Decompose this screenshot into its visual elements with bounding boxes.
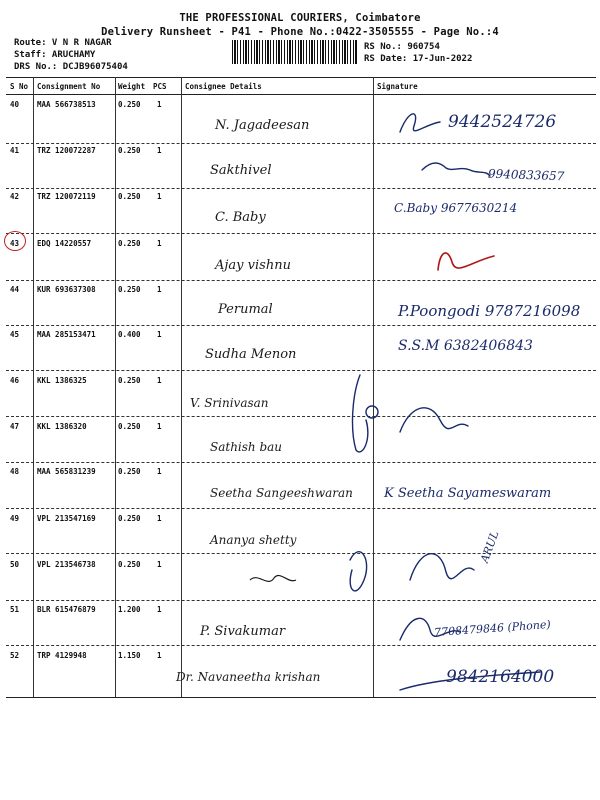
signature-scribble	[400, 408, 468, 432]
row-pcs: 1	[157, 605, 162, 614]
runsheet-title: Delivery Runsheet - P41 - Phone No.:0422-3505555 - Page No.:4	[101, 26, 499, 38]
row-consignee: Dr. Navaneetha krishan	[176, 670, 321, 684]
red-ink-mark	[438, 253, 494, 270]
row-signature: 9940833657	[487, 166, 565, 184]
row-sno: 42	[10, 192, 20, 201]
row-pcs: 1	[157, 330, 162, 339]
row-consignment: KUR 693637308	[37, 285, 96, 294]
row-consignment: KKL 1386320	[37, 422, 87, 431]
row-weight: 1.200	[118, 605, 141, 614]
staff-label: Staff: ARUCHAMY	[14, 50, 96, 60]
row-consignment: MAA 565831239	[37, 467, 96, 476]
row-signature: P.Poongodi 9787216098	[398, 302, 581, 320]
row-sno: 52	[10, 651, 20, 660]
row-signature: C.Baby 9677630214	[394, 201, 518, 215]
signature-scribble	[422, 163, 490, 176]
rs-date: RS Date: 17-Jun-2022	[364, 54, 473, 64]
row-consignment: MAA 566738513	[37, 100, 96, 109]
row-pcs: 1	[157, 467, 162, 476]
col-header-sno: S No	[10, 82, 29, 91]
row-pcs: 1	[157, 285, 162, 294]
row-consignee: V. Srinivasan	[190, 396, 269, 410]
signature-scribble	[400, 114, 440, 132]
company-title: THE PROFESSIONAL COURIERS, Coimbatore	[179, 12, 421, 24]
row-consignment: VPL 213547169	[37, 514, 96, 523]
row-pcs: 1	[157, 514, 162, 523]
row-consignment: VPL 213546738	[37, 560, 96, 569]
row-weight: 0.250	[118, 560, 141, 569]
drs-label: DRS No.: DCJB96075404	[14, 62, 128, 72]
row-pcs: 1	[157, 560, 162, 569]
row-pcs: 1	[157, 422, 162, 431]
row-sno: 48	[10, 467, 20, 476]
row-consignee: Sathish bau	[210, 440, 283, 454]
row-consignment: EDQ 14220557	[37, 239, 92, 248]
row-consignee: Sakthivel	[210, 163, 272, 178]
row-weight: 0.250	[118, 192, 141, 201]
row-consignment: MAA 285153471	[37, 330, 96, 339]
row-weight: 1.150	[118, 651, 141, 660]
col-header-consignee: Consignee Details	[185, 82, 262, 91]
row-consignment: TRZ 120072287	[37, 146, 96, 155]
row-consignee: Perumal	[218, 302, 273, 317]
row-consignee: Sudha Menon	[205, 347, 297, 362]
row-consignee: N. Jagadeesan	[215, 118, 310, 133]
row-weight: 0.250	[118, 514, 141, 523]
consignee-scribble	[250, 575, 296, 581]
signature-scribble	[350, 552, 367, 591]
row-signature: S.S.M 6382406843	[398, 338, 533, 354]
col-header-signature: Signature	[377, 82, 418, 91]
row-consignment: BLR 615476879	[37, 605, 96, 614]
row-weight: 0.400	[118, 330, 141, 339]
row-consignee: Ananya shetty	[210, 533, 297, 547]
row-weight: 0.250	[118, 422, 141, 431]
row-pcs: 1	[157, 651, 162, 660]
row-pcs: 1	[157, 376, 162, 385]
row-sno: 45	[10, 330, 20, 339]
row-signature: 9442524726	[448, 112, 557, 132]
row-consignee: Ajay vishnu	[215, 258, 291, 273]
row-signature: K Seetha Sayameswaram	[384, 486, 552, 501]
signature-scribble	[400, 672, 540, 690]
signature-scribble	[366, 406, 378, 418]
row-weight: 0.250	[118, 467, 141, 476]
row-weight: 0.250	[118, 239, 141, 248]
row-pcs: 1	[157, 146, 162, 155]
row-consignee: Seetha Sangeeshwaran	[210, 486, 353, 500]
row-sno: 44	[10, 285, 20, 294]
row-sno: 43	[10, 239, 20, 248]
row-pcs: 1	[157, 239, 162, 248]
row-weight: 0.250	[118, 100, 141, 109]
row-consignee: C. Baby	[215, 210, 266, 225]
row-weight: 0.250	[118, 146, 141, 155]
row-weight: 0.250	[118, 285, 141, 294]
row-consignee: P. Sivakumar	[200, 624, 286, 639]
rs-number: RS No.: 960754	[364, 42, 440, 52]
row-signature: 7708479846 (Phone)	[433, 617, 552, 640]
row-signature: ARUL	[478, 529, 502, 565]
row-sno: 40	[10, 100, 20, 109]
row-signature: 9842164000	[446, 667, 555, 687]
row-sno: 50	[10, 560, 20, 569]
row-consignment: TRZ 120072119	[37, 192, 96, 201]
row-weight: 0.250	[118, 376, 141, 385]
row-pcs: 1	[157, 100, 162, 109]
col-header-consignment: Consignment No	[37, 82, 101, 91]
row-sno: 47	[10, 422, 20, 431]
row-sno: 41	[10, 146, 20, 155]
row-consignment: KKL 1386325	[37, 376, 87, 385]
route-label: Route: V N R NAGAR	[14, 38, 112, 48]
row-pcs: 1	[157, 192, 162, 201]
row-sno: 51	[10, 605, 20, 614]
col-header-weight: Weight	[118, 82, 146, 91]
row-sno: 46	[10, 376, 20, 385]
signature-scribble	[400, 618, 460, 640]
row-sno: 49	[10, 514, 20, 523]
signature-scribble	[410, 554, 474, 580]
row-consignment: TRP 4129948	[37, 651, 87, 660]
col-header-pcs: PCS	[153, 82, 167, 91]
